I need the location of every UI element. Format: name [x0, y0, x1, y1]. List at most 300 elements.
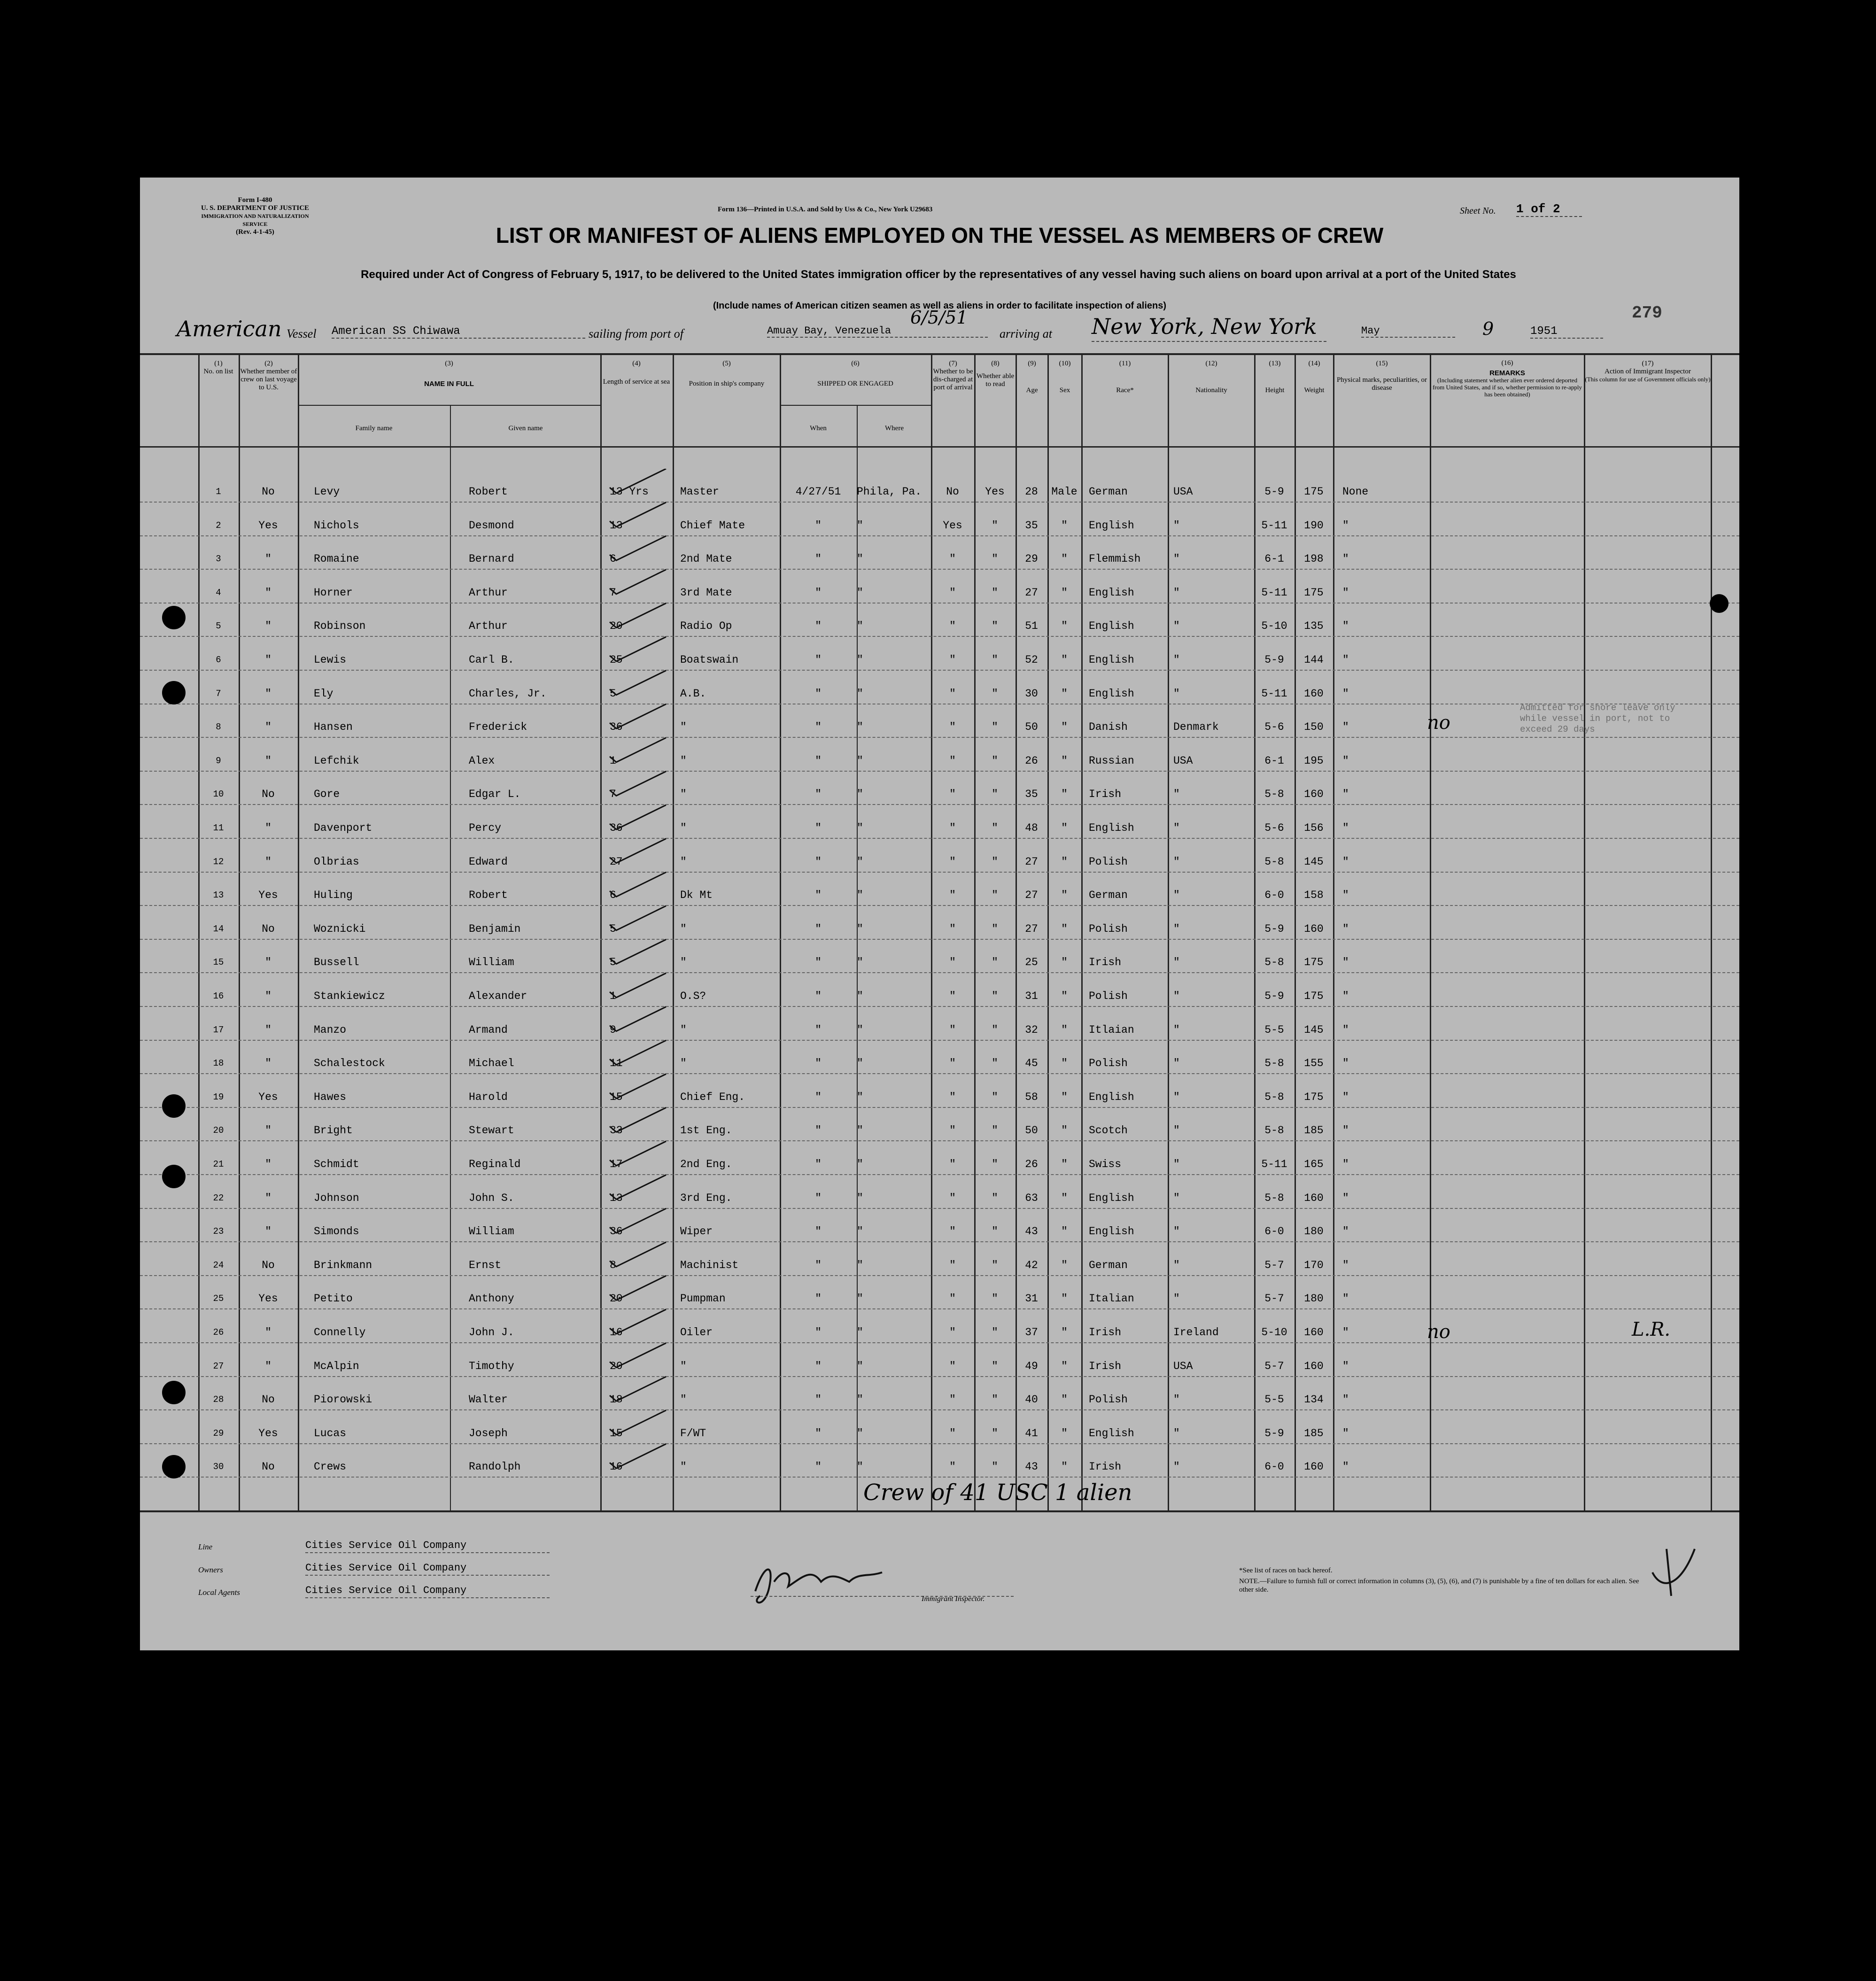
row-12-sex: " [1061, 855, 1068, 868]
row-12-nationality: " [1173, 855, 1180, 868]
check-mark [610, 671, 666, 695]
row-15-given: William [469, 956, 514, 969]
row-24-where: " [857, 1259, 863, 1271]
manifest-subnote: (Include names of American citizen seamen as well as aliens in order to facilitate inspection of aliens) [713, 301, 1167, 311]
row-8-given: Frederick [469, 721, 527, 734]
row-11-service: 36 [610, 822, 623, 834]
row-19-when: " [815, 1091, 822, 1103]
col-rule [1584, 353, 1585, 1511]
row-rule [140, 1073, 1739, 1074]
row-13-prev: Yes [258, 889, 278, 902]
binder-hole [162, 1455, 186, 1478]
row-26-sex: " [1061, 1326, 1068, 1339]
row-9-age: 26 [1025, 754, 1038, 767]
row-23-when: " [815, 1225, 822, 1238]
header-col-2-label: Whether member of crew on last voyage to U.S. [240, 368, 297, 391]
row-20-discharged: " [949, 1124, 956, 1137]
row-7-where: " [857, 687, 863, 700]
row-25-when: " [815, 1292, 822, 1305]
check-mark [610, 469, 666, 493]
header-bottom-rule [140, 446, 1739, 448]
row-28-sex: " [1061, 1393, 1068, 1406]
check-mark [610, 1040, 666, 1065]
row-4-family: Horner [314, 586, 353, 599]
footer-agents-label: Local Agents [198, 1588, 240, 1597]
row-12-age: 27 [1025, 855, 1038, 868]
row-2-weight: 190 [1304, 519, 1324, 532]
row-18-discharged: " [949, 1057, 956, 1070]
printer-note: Form 136—Printed in U.S.A. and Sold by Uss & Co., New York U29683 [718, 206, 933, 213]
row-20-age: 50 [1025, 1124, 1038, 1137]
row-27-sex: " [1061, 1360, 1068, 1372]
row-5-marks: " [1342, 620, 1349, 633]
row-15-family: Bussell [314, 956, 359, 969]
row-28-family: Piorowski [314, 1393, 372, 1406]
row-16-position: O.S? [680, 990, 706, 1002]
row-22-sex: " [1061, 1192, 1068, 1204]
row-23-n: 23 [213, 1226, 224, 1237]
row-17-read: " [992, 1023, 998, 1036]
row-11-nationality: " [1173, 822, 1180, 834]
row-13-when: " [815, 889, 822, 902]
row-13-age: 27 [1025, 889, 1038, 902]
row-19-height: 5-8 [1264, 1091, 1284, 1103]
row-22-age: 63 [1025, 1192, 1038, 1204]
row-10-nationality: " [1173, 788, 1180, 801]
row-1-position: Master [680, 486, 719, 498]
row-17-sex: " [1061, 1023, 1068, 1036]
row-7-position: A.B. [680, 687, 706, 700]
handwritten-arriving-port: New York, New York [1092, 314, 1318, 339]
handwritten-american: American [177, 316, 282, 341]
row-9-given: Alex [469, 754, 495, 767]
header-col-7-label: Whether to be dis-charged at port of arrival [933, 368, 973, 391]
sailing-port: Amuay Bay, Venezuela [767, 325, 988, 338]
row-19-family: Hawes [314, 1091, 347, 1103]
row-6-read: " [992, 654, 998, 666]
row-rule [140, 1477, 1739, 1478]
row-5-discharged: " [949, 620, 956, 633]
row-13-service: 6 [610, 889, 616, 902]
row-16-sex: " [1061, 990, 1068, 1002]
row-16-race: Polish [1089, 990, 1128, 1002]
row-9-where: " [857, 754, 863, 767]
row-28-n: 28 [213, 1394, 224, 1405]
row-4-weight: 175 [1304, 586, 1324, 599]
row-28-prev: No [262, 1393, 275, 1406]
header-col-9-label: Age [1026, 387, 1038, 394]
row-19-where: " [857, 1091, 863, 1103]
row-rule [140, 737, 1739, 738]
row-23-nationality: " [1173, 1225, 1180, 1238]
row-23-race: English [1089, 1225, 1134, 1238]
row-15-prev: " [265, 956, 271, 969]
row-21-sex: " [1061, 1158, 1068, 1170]
check-mark [610, 503, 666, 527]
row-25-marks: " [1342, 1292, 1349, 1305]
row-19-sex: " [1061, 1091, 1068, 1103]
row-28-when: " [815, 1393, 822, 1406]
row-rule [140, 1174, 1739, 1175]
remarks-stamp: Admitted for shore leave only while vessel in port, not to exceed 29 days [1520, 703, 1675, 735]
row-25-where: " [857, 1292, 863, 1305]
header-col-17-label: Action of Immigrant Inspector [1605, 368, 1691, 375]
row-rule [140, 1208, 1739, 1209]
header-col-13 [1255, 360, 1295, 395]
header-col-12-num: (12) [1205, 360, 1217, 367]
penalty-note: NOTE.—Failure to furnish full or correct information in columns (3), (5), (6), and (7) is punishable by a fine of ten dollars for each alien. See other side. [1239, 1578, 1639, 1594]
row-1-where: Phila, Pa. [857, 486, 922, 498]
header-col-3-num: (3) [445, 360, 453, 367]
row-7-prev: " [265, 687, 271, 700]
row-18-height: 5-8 [1264, 1057, 1284, 1070]
row-5-nationality: " [1173, 620, 1180, 633]
row-8-weight: 150 [1304, 721, 1324, 734]
header-col-2-num: (2) [264, 360, 273, 367]
row-30-where: " [857, 1461, 863, 1473]
header-col-9 [1016, 360, 1047, 395]
row-rule [140, 872, 1739, 873]
row-13-read: " [992, 889, 998, 902]
row-27-height: 5-7 [1264, 1360, 1284, 1372]
row-4-race: English [1089, 586, 1134, 599]
header-col-13-num: (13) [1269, 360, 1281, 367]
row-1-marks: None [1342, 486, 1369, 498]
row-23-height: 6-0 [1264, 1225, 1284, 1238]
row-2-height: 5-11 [1261, 519, 1287, 532]
row-25-race: Italian [1089, 1292, 1134, 1305]
row-29-height: 5-9 [1264, 1427, 1284, 1439]
row-29-prev: Yes [258, 1427, 278, 1439]
row-4-given: Arthur [469, 586, 508, 599]
row-26-discharged: " [949, 1326, 956, 1339]
row-30-read: " [992, 1461, 998, 1473]
row-28-given: Walter [469, 1393, 508, 1406]
row-7-weight: 160 [1304, 687, 1324, 700]
header-col-15-num: (15) [1376, 360, 1388, 367]
header-col-4 [600, 360, 673, 386]
row-17-prev: " [265, 1023, 271, 1036]
sheet-label: Sheet No. [1460, 206, 1496, 216]
header-col-10-label: Sex [1059, 387, 1070, 394]
row-21-when: " [815, 1158, 822, 1170]
row-23-prev: " [265, 1225, 271, 1238]
check-mark [610, 906, 666, 930]
table-top-rule [140, 353, 1739, 355]
row-23-sex: " [1061, 1225, 1068, 1238]
row-12-when: " [815, 855, 822, 868]
row-rule [140, 1376, 1739, 1377]
row-17-position: " [680, 1023, 687, 1036]
check-mark [610, 1107, 666, 1132]
row-17-service: 9 [610, 1023, 616, 1036]
row-24-marks: " [1342, 1259, 1349, 1271]
col-rule [298, 353, 299, 1511]
row-5-read: " [992, 620, 998, 633]
row-18-read: " [992, 1057, 998, 1070]
row-13-given: Robert [469, 889, 508, 902]
row-4-discharged: " [949, 586, 956, 599]
row-30-race: Irish [1089, 1461, 1122, 1473]
row-rule [140, 771, 1739, 772]
row-14-when: " [815, 922, 822, 935]
header-col-3 [298, 360, 600, 388]
row-24-prev: No [262, 1259, 275, 1271]
handwritten-crew-total: Crew of 41 USC 1 alien [863, 1479, 1132, 1506]
binder-hole [162, 1381, 186, 1404]
row-7-read: " [992, 687, 998, 700]
row-7-discharged: " [949, 687, 956, 700]
row-27-race: Irish [1089, 1360, 1122, 1372]
row-28-discharged: " [949, 1393, 956, 1406]
row-11-sex: " [1061, 822, 1068, 834]
row-9-weight: 195 [1304, 754, 1324, 767]
row-5-position: Radio Op [680, 620, 732, 633]
header-col-3-label: NAME IN FULL [424, 380, 474, 388]
row-18-marks: " [1342, 1057, 1349, 1070]
row-1-height: 5-9 [1264, 486, 1284, 498]
row-15-sex: " [1061, 956, 1068, 969]
header-col-10-num: (10) [1059, 360, 1071, 367]
row-8-read: " [992, 721, 998, 734]
row-10-read: " [992, 788, 998, 801]
row-24-given: Ernst [469, 1259, 502, 1271]
row-9-service: 1 [610, 754, 616, 767]
row-25-sex: " [1061, 1292, 1068, 1305]
row-9-family: Lefchik [314, 754, 359, 767]
row-1-read: Yes [985, 486, 1005, 498]
row-2-service: 13 [610, 519, 623, 532]
row-18-when: " [815, 1057, 822, 1070]
row-14-prev: No [262, 922, 275, 935]
row-19-marks: " [1342, 1091, 1349, 1103]
row-21-age: 26 [1025, 1158, 1038, 1170]
header-col-1-num: (1) [214, 360, 223, 367]
header-col-14 [1295, 360, 1333, 395]
check-mark [610, 570, 666, 594]
row-24-n: 24 [213, 1260, 224, 1270]
header-col-17-num: (17) [1642, 360, 1654, 367]
row-18-n: 18 [213, 1058, 224, 1069]
check-mark [610, 704, 666, 728]
row-3-height: 6-1 [1264, 553, 1284, 565]
row-9-sex: " [1061, 754, 1068, 767]
header-col-17-note: (This column for use of Government officials only) [1585, 376, 1711, 383]
row-11-family: Davenport [314, 822, 372, 834]
row-24-position: Machinist [680, 1259, 739, 1271]
row-28-service: 18 [610, 1393, 623, 1406]
row-16-weight: 175 [1304, 990, 1324, 1002]
row-7-age: 30 [1025, 687, 1038, 700]
row-1-service: 13 Yrs [610, 486, 649, 498]
row-3-age: 29 [1025, 553, 1038, 565]
row-30-height: 6-0 [1264, 1461, 1284, 1473]
row-10-n: 10 [213, 789, 224, 800]
row-29-when: " [815, 1427, 822, 1439]
row-19-prev: Yes [258, 1091, 278, 1103]
inspector-label: Immigrant Inspector. [922, 1595, 985, 1603]
row-14-age: 27 [1025, 922, 1038, 935]
row-27-family: McAlpin [314, 1360, 359, 1372]
row-9-discharged: " [949, 754, 956, 767]
check-mark [610, 1242, 666, 1267]
row-30-marks: " [1342, 1461, 1349, 1473]
row-9-nationality: USA [1173, 754, 1193, 767]
row-19-service: 15 [610, 1091, 623, 1103]
check-mark [610, 1444, 666, 1468]
row-15-nationality: " [1173, 956, 1180, 969]
row-18-family: Schalestock [314, 1057, 385, 1070]
row-11-n: 11 [213, 823, 224, 833]
row-6-position: Boatswain [680, 654, 739, 666]
row-20-prev: " [265, 1124, 271, 1137]
row-26-marks: " [1342, 1326, 1349, 1339]
row-5-weight: 135 [1304, 620, 1324, 633]
header-col-5-label: Position in ship's company [689, 380, 765, 387]
row-12-prev: " [265, 855, 271, 868]
row-15-when: " [815, 956, 822, 969]
header-col-10 [1048, 360, 1081, 395]
row-rule [140, 1342, 1739, 1343]
check-mark [610, 1141, 666, 1166]
row-17-marks: " [1342, 1023, 1349, 1036]
check-mark [610, 872, 666, 897]
row-25-read: " [992, 1292, 998, 1305]
row-10-age: 35 [1025, 788, 1038, 801]
row-21-prev: " [265, 1158, 271, 1170]
row-12-given: Edward [469, 855, 508, 868]
row-9-when: " [815, 754, 822, 767]
row-6-discharged: " [949, 654, 956, 666]
row-24-age: 42 [1025, 1259, 1038, 1271]
header-col-11 [1082, 360, 1168, 395]
row-13-discharged: " [949, 889, 956, 902]
footer-owners-label: Owners [198, 1565, 223, 1574]
row-20-nationality: " [1173, 1124, 1180, 1137]
row-19-nationality: " [1173, 1091, 1180, 1103]
row-11-weight: 156 [1304, 822, 1324, 834]
row-11-marks: " [1342, 822, 1349, 834]
row-21-marks: " [1342, 1158, 1349, 1170]
row-10-position: " [680, 788, 687, 801]
row-1-sex: Male [1051, 486, 1078, 498]
row-5-sex: " [1061, 620, 1068, 633]
row-6-age: 52 [1025, 654, 1038, 666]
row-16-where: " [857, 990, 863, 1002]
binder-hole [1710, 594, 1729, 613]
row-22-when: " [815, 1192, 822, 1204]
row-6-sex: " [1061, 654, 1068, 666]
header-col-7 [932, 360, 974, 392]
row-4-where: " [857, 586, 863, 599]
row-7-when: " [815, 687, 822, 700]
row-8-nationality: Denmark [1173, 721, 1219, 734]
binder-hole [162, 1094, 186, 1118]
vessel-label: Vessel [287, 327, 317, 340]
row-27-when: " [815, 1360, 822, 1372]
row-27-n: 27 [213, 1361, 224, 1371]
row-21-discharged: " [949, 1158, 956, 1170]
col-rule [1168, 353, 1169, 1511]
row-19-position: Chief Eng. [680, 1091, 745, 1103]
row-24-weight: 170 [1304, 1259, 1324, 1271]
row-5-given: Arthur [469, 620, 508, 633]
header-col-2 [240, 360, 298, 392]
row-11-prev: " [265, 822, 271, 834]
row-12-weight: 145 [1304, 855, 1324, 868]
row-2-where: " [857, 519, 863, 532]
row-17-given: Armand [469, 1023, 508, 1036]
row-12-service: 27 [610, 855, 623, 868]
row-16-when: " [815, 990, 822, 1002]
row-23-where: " [857, 1225, 863, 1238]
race-note: *See list of races on back hereof. [1239, 1567, 1333, 1574]
row-21-where: " [857, 1158, 863, 1170]
row-21-read: " [992, 1158, 998, 1170]
row-3-where: " [857, 553, 863, 565]
row-14-read: " [992, 922, 998, 935]
row-27-weight: 160 [1304, 1360, 1324, 1372]
row-26-race: Irish [1089, 1326, 1122, 1339]
row-rule [140, 1006, 1739, 1007]
row-10-service: 7 [610, 788, 616, 801]
row-13-height: 6-0 [1264, 889, 1284, 902]
row-29-family: Lucas [314, 1427, 347, 1439]
header-col-16-num: (16) [1501, 359, 1513, 367]
row-4-height: 5-11 [1261, 586, 1287, 599]
check-mark [610, 1074, 666, 1099]
handwritten-mark-corner [1643, 1540, 1699, 1601]
check-mark [610, 1208, 666, 1233]
row-19-age: 58 [1025, 1091, 1038, 1103]
row-22-weight: 160 [1304, 1192, 1324, 1204]
row-3-when: " [815, 553, 822, 565]
row-4-service: 7 [610, 586, 616, 599]
form-revision: (Rev. 4-1-45) [236, 228, 274, 236]
row-30-n: 30 [213, 1462, 224, 1472]
row-26-weight: 160 [1304, 1326, 1324, 1339]
row-12-race: Polish [1089, 855, 1128, 868]
row-rule [140, 670, 1739, 671]
row-20-n: 20 [213, 1125, 224, 1136]
row-29-race: English [1089, 1427, 1134, 1439]
header-col-17 [1585, 360, 1711, 383]
row-2-prev: Yes [258, 519, 278, 532]
row-14-n: 14 [213, 923, 224, 934]
row-7-given: Charles, Jr. [469, 687, 547, 700]
manifest-sheet [140, 178, 1739, 1650]
row-9-race: Russian [1089, 754, 1134, 767]
row-23-weight: 180 [1304, 1225, 1324, 1238]
row-30-given: Randolph [469, 1461, 521, 1473]
row-27-service: 20 [610, 1360, 623, 1372]
row-1-age: 28 [1025, 486, 1038, 498]
row-29-position: F/WT [680, 1427, 706, 1439]
row-8-position: " [680, 721, 687, 734]
row-10-where: " [857, 788, 863, 801]
row-6-prev: " [265, 654, 271, 666]
shipped-subheader-rule [780, 405, 931, 406]
row-27-marks: " [1342, 1360, 1349, 1372]
header-col-4-num: (4) [632, 360, 641, 367]
row-14-sex: " [1061, 922, 1068, 935]
row-26-age: 37 [1025, 1326, 1038, 1339]
agency-line-1: U. S. DEPARTMENT OF JUSTICE [201, 204, 310, 212]
row-18-prev: " [265, 1057, 271, 1070]
row-16-given: Alexander [469, 990, 527, 1002]
row-6-family: Lewis [314, 654, 347, 666]
row-11-read: " [992, 822, 998, 834]
